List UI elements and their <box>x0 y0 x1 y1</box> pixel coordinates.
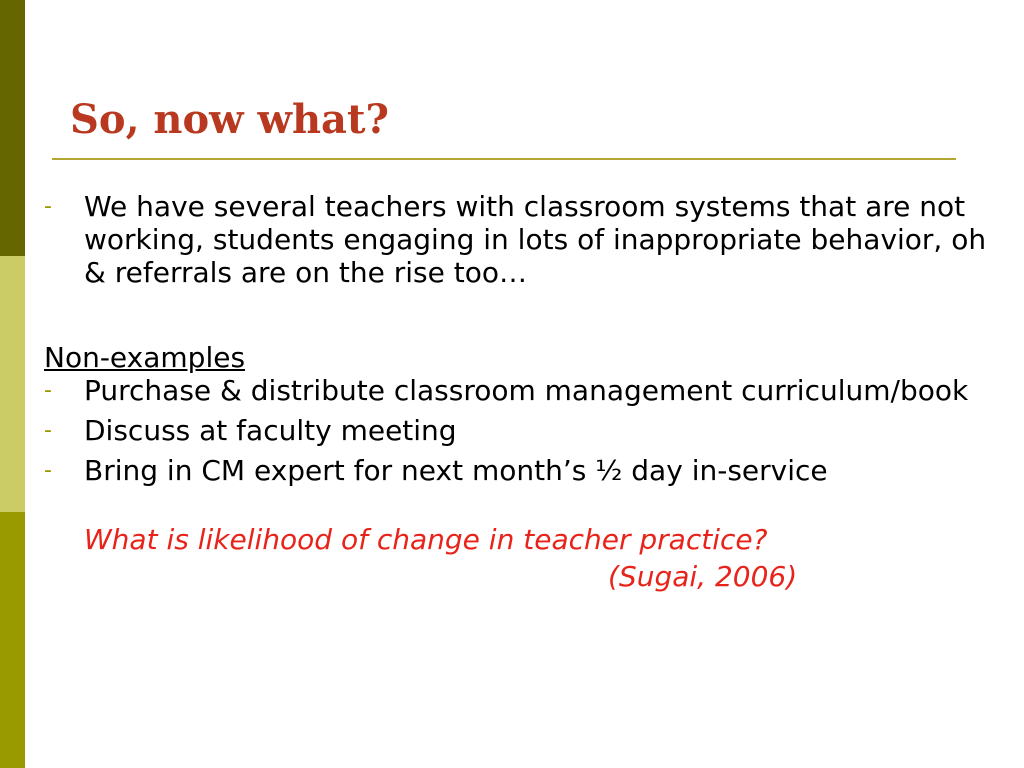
side-bar-bottom-segment <box>0 512 25 768</box>
bullet-item-intro <box>44 190 1004 289</box>
side-bar-top-segment <box>0 0 25 256</box>
bullet-text: Bring in CM expert for next month’s ½ day in-service <box>84 454 828 487</box>
bullet-text: Purchase & distribute classroom management curriculum/book <box>84 374 969 407</box>
side-bar-middle-segment <box>0 256 25 512</box>
reflection-question: What is likelihood of change in teacher practice? <box>84 523 768 556</box>
bullet-item-non-example <box>44 414 1004 447</box>
slide-body <box>44 190 1004 595</box>
bullet-text: We have several teachers with classroom systems that are not working, students engaging in lots of inappropriate behavior, oh & referrals are on the rise too… <box>84 190 987 289</box>
slide-title: So, now what? <box>70 96 389 143</box>
citation: (Sugai, 2006) <box>608 560 798 593</box>
bullet-item-non-example <box>44 374 1004 407</box>
bullet-dash-icon: - <box>44 378 52 403</box>
title-divider <box>52 158 956 160</box>
section-heading: Non-examples <box>44 341 246 374</box>
bullet-dash-icon: - <box>44 418 52 443</box>
side-accent-bar <box>0 0 25 768</box>
bullet-text: Discuss at faculty meeting <box>84 414 457 447</box>
bullet-dash-icon: - <box>44 458 52 483</box>
bullet-dash-icon: - <box>44 194 52 219</box>
bullet-item-non-example <box>44 454 1004 487</box>
